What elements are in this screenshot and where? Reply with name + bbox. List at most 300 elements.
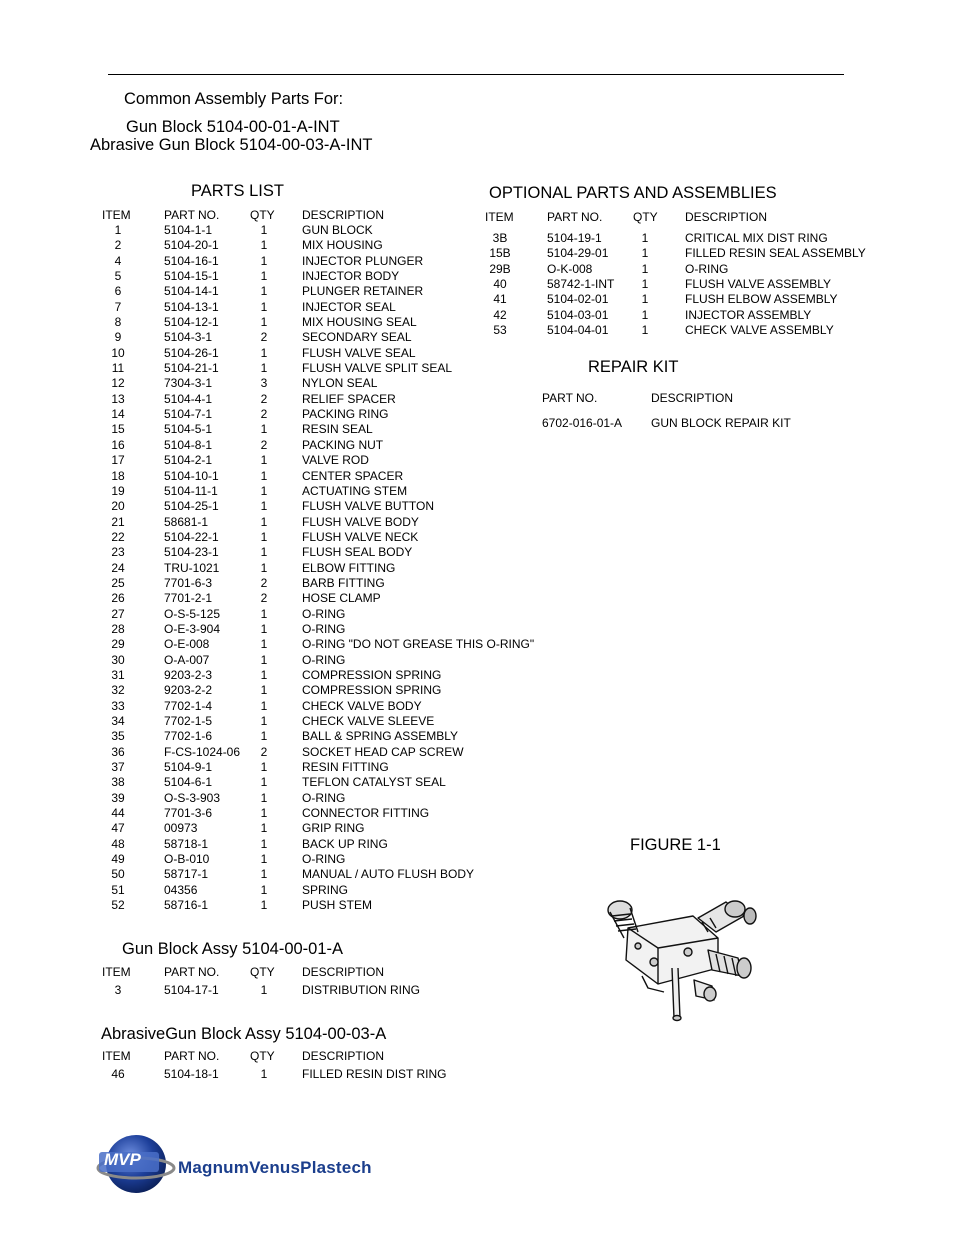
- cell-qty: 1: [641, 246, 649, 261]
- cell-desc: BARB FITTING: [302, 575, 385, 590]
- cell-item: 19: [111, 483, 125, 498]
- table-row: [102, 376, 552, 391]
- cell-desc: GRIP RING: [302, 821, 365, 836]
- cell-desc: MIX HOUSING: [302, 238, 383, 253]
- cell-desc: PLUNGER RETAINER: [302, 284, 424, 299]
- cell-qty: 1: [260, 315, 268, 330]
- cell-part: 58717-1: [164, 867, 209, 882]
- cell-part: 5104-17-1: [164, 983, 219, 997]
- table-row: [102, 361, 552, 376]
- cell-qty: 1: [260, 483, 268, 498]
- cell-item: 25: [111, 575, 125, 590]
- cell-part: 5104-21-1: [164, 361, 219, 376]
- table-row: [102, 852, 552, 867]
- header-line-3: Abrasive Gun Block 5104-00-03-A-INT: [90, 136, 373, 154]
- col-item-header: ITEM: [102, 1049, 131, 1063]
- cell-qty: 2: [260, 330, 268, 345]
- cell-part: O-E-008: [164, 637, 210, 652]
- cell-part: 5104-25-1: [164, 499, 219, 514]
- cell-part: 5104-02-01: [547, 292, 609, 307]
- cell-qty: 1: [260, 499, 268, 514]
- table-row: [102, 469, 552, 484]
- cell-item: 7: [114, 299, 122, 314]
- cell-part: 5104-10-1: [164, 468, 219, 483]
- cell-desc: O-RING: [302, 621, 346, 636]
- table-row: [102, 576, 552, 591]
- col-part-header: PART NO.: [164, 965, 220, 979]
- cell-item: 35: [111, 729, 125, 744]
- table-row: [102, 699, 552, 714]
- gun-block-assy-header: [102, 965, 552, 983]
- col-desc-header: DESCRIPTION: [302, 1049, 385, 1063]
- cell-part: 7701-2-1: [164, 591, 213, 606]
- cell-part: 5104-2-1: [164, 453, 213, 468]
- cell-item: 37: [111, 760, 125, 775]
- table-row: [102, 607, 552, 622]
- cell-item: 29: [111, 637, 125, 652]
- repair-kit-header: [542, 391, 842, 416]
- table-row: [485, 277, 905, 292]
- cell-desc: SPRING: [302, 882, 349, 897]
- cell-part: 04356: [164, 882, 198, 897]
- cell-desc: ELBOW FITTING: [302, 560, 396, 575]
- cell-desc: FLUSH VALVE SPLIT SEAL: [302, 361, 453, 376]
- table-row: [102, 883, 552, 898]
- cell-item: 26: [111, 591, 125, 606]
- cell-item: 5: [114, 269, 122, 284]
- col-desc-header: DESCRIPTION: [302, 965, 385, 979]
- cell-item: 4: [114, 253, 122, 268]
- cell-part: 5104-3-1: [164, 330, 213, 345]
- table-row: [102, 561, 552, 576]
- cell-part: O-K-008: [547, 261, 593, 276]
- optional-title: OPTIONAL PARTS AND ASSEMBLIES: [489, 184, 777, 202]
- table-row: [102, 714, 552, 729]
- cell-desc: FLUSH VALVE SEAL: [302, 345, 416, 360]
- cell-part: 7304-3-1: [164, 376, 213, 391]
- cell-qty: 1: [260, 775, 268, 790]
- cell-item: 23: [111, 545, 125, 560]
- cell-desc: SOCKET HEAD CAP SCREW: [302, 744, 464, 759]
- cell-qty: 1: [260, 882, 268, 897]
- table-row: [102, 760, 552, 775]
- cell-item: 32: [111, 683, 125, 698]
- cell-qty: 1: [260, 852, 268, 867]
- cell-qty: 2: [260, 591, 268, 606]
- gun-block-illustration: [598, 888, 766, 1024]
- table-row: [485, 262, 905, 277]
- cell-item: 12: [111, 376, 125, 391]
- cell-item: 27: [111, 606, 125, 621]
- cell-part: 58742-1-INT: [547, 277, 615, 292]
- cell-item: 16: [111, 437, 125, 452]
- repair-kit-title: REPAIR KIT: [588, 358, 679, 376]
- table-row: [102, 867, 552, 882]
- company-logo: [96, 1130, 396, 1200]
- col-qty-header: QTY: [250, 208, 275, 222]
- table-row: [102, 407, 552, 422]
- cell-desc: MIX HOUSING SEAL: [302, 315, 417, 330]
- cell-qty: 1: [260, 238, 268, 253]
- cell-part: 9203-2-2: [164, 683, 213, 698]
- cell-part: 5104-1-1: [164, 223, 213, 237]
- cell-desc: COMPRESSION SPRING: [302, 667, 442, 682]
- table-row: [102, 653, 552, 668]
- cell-desc: GUN BLOCK REPAIR KIT: [651, 416, 791, 430]
- optional-header: [485, 210, 905, 231]
- logo-name: MagnumVenusPlastech: [178, 1158, 372, 1177]
- cell-desc: FILLED RESIN DIST RING: [302, 1067, 447, 1081]
- figure-title: FIGURE 1-1: [630, 836, 721, 854]
- cell-part: 58681-1: [164, 514, 209, 529]
- cell-desc: INJECTOR SEAL: [302, 299, 396, 314]
- cell-qty: 2: [260, 437, 268, 452]
- cell-desc: O-RING: [302, 790, 346, 805]
- cell-part: O-S-3-903: [164, 790, 221, 805]
- cell-part: 5104-9-1: [164, 760, 213, 775]
- cell-desc: PACKING NUT: [302, 437, 384, 452]
- cell-qty: 1: [260, 269, 268, 284]
- cell-part: 5104-20-1: [164, 238, 219, 253]
- cell-qty: 1: [260, 514, 268, 529]
- table-row: [102, 515, 552, 530]
- top-rule: [108, 74, 844, 75]
- cell-qty: 1: [641, 231, 649, 245]
- cell-desc: CHECK VALVE ASSEMBLY: [685, 323, 834, 338]
- repair-kit-table: [542, 391, 842, 431]
- cell-part: 5104-11-1: [164, 483, 218, 498]
- abrasive-assy-header: [102, 1049, 552, 1067]
- table-row: [102, 683, 552, 698]
- cell-desc: BALL & SPRING ASSEMBLY: [302, 729, 459, 744]
- cell-item: 3: [114, 983, 122, 997]
- cell-desc: RELIEF SPACER: [302, 391, 396, 406]
- cell-desc: DISTRIBUTION RING: [302, 983, 421, 997]
- cell-qty: 1: [260, 223, 268, 237]
- cell-part: O-S-5-125: [164, 606, 221, 621]
- cell-desc: NYLON SEAL: [302, 376, 378, 391]
- cell-desc: INJECTOR ASSEMBLY: [685, 307, 812, 322]
- cell-qty: 1: [641, 323, 649, 338]
- table-row: [102, 591, 552, 606]
- cell-desc: O-RING: [302, 852, 346, 867]
- cell-part: 5104-6-1: [164, 775, 213, 790]
- cell-part: TRU-1021: [164, 560, 220, 575]
- cell-item: 8: [114, 315, 122, 330]
- cell-item: 46: [111, 1067, 125, 1081]
- cell-desc: FLUSH ELBOW ASSEMBLY: [685, 292, 838, 307]
- cell-item: 24: [111, 560, 125, 575]
- col-desc-header: DESCRIPTION: [685, 210, 768, 224]
- cell-item: 41: [493, 292, 507, 307]
- cell-desc: GUN BLOCK: [302, 223, 373, 237]
- cell-qty: 1: [260, 560, 268, 575]
- table-row: [102, 729, 552, 744]
- gun-block-assy-title: Gun Block Assy 5104-00-01-A: [122, 940, 344, 958]
- col-part-header: PART NO.: [547, 210, 603, 224]
- logo-initials: MVP: [104, 1150, 141, 1169]
- cell-part: 5104-15-1: [164, 269, 219, 284]
- cell-part: 7702-1-4: [164, 698, 213, 713]
- cell-qty: 2: [260, 407, 268, 422]
- cell-desc: ACTUATING STEM: [302, 483, 408, 498]
- cell-part: 5104-03-01: [547, 307, 609, 322]
- cell-desc: VALVE ROD: [302, 453, 369, 468]
- cell-item: 13: [111, 391, 125, 406]
- cell-item: 53: [493, 323, 507, 338]
- cell-desc: FLUSH VALVE ASSEMBLY: [685, 277, 832, 292]
- cell-part: 5104-16-1: [164, 253, 219, 268]
- cell-qty: 2: [260, 391, 268, 406]
- cell-item: 2: [114, 238, 122, 253]
- cell-desc: CHECK VALVE BODY: [302, 698, 422, 713]
- cell-desc: HOSE CLAMP: [302, 591, 381, 606]
- cell-part: 5104-23-1: [164, 545, 219, 560]
- optional-rows: [485, 231, 905, 338]
- cell-qty: 1: [260, 714, 268, 728]
- cell-part: 9203-2-3: [164, 667, 213, 682]
- cell-desc: CONNECTOR FITTING: [302, 806, 430, 821]
- cell-item: 11: [111, 361, 125, 376]
- cell-part: O-B-010: [164, 852, 210, 867]
- table-row: [102, 438, 552, 453]
- cell-part: 58718-1: [164, 836, 209, 851]
- cell-item: 33: [111, 698, 125, 713]
- cell-item: 30: [111, 652, 125, 667]
- cell-qty: 1: [260, 806, 268, 821]
- table-row: [102, 791, 552, 806]
- table-row: [102, 1067, 552, 1082]
- cell-item: 47: [111, 821, 125, 836]
- cell-qty: 1: [260, 453, 268, 468]
- table-row: [102, 392, 552, 407]
- abrasive-assy-table: [102, 1049, 552, 1082]
- cell-desc: CHECK VALVE SLEEVE: [302, 714, 435, 728]
- cell-qty: 1: [260, 299, 268, 314]
- cell-qty: 1: [260, 836, 268, 851]
- cell-item: 15: [111, 422, 125, 437]
- col-desc-header: DESCRIPTION: [651, 391, 734, 405]
- cell-qty: 1: [260, 345, 268, 360]
- cell-part: 5104-29-01: [547, 246, 609, 261]
- cell-qty: 1: [260, 529, 268, 544]
- cell-part: 5104-13-1: [164, 299, 219, 314]
- cell-qty: 2: [260, 744, 268, 759]
- table-row: [485, 246, 905, 261]
- gun-block-assy-table: [102, 965, 552, 998]
- cell-desc: O-RING: [302, 652, 346, 667]
- table-row: [485, 231, 905, 246]
- cell-qty: 1: [260, 652, 268, 667]
- cell-part: 5104-22-1: [164, 529, 219, 544]
- cell-qty: 1: [260, 790, 268, 805]
- cell-qty: 1: [641, 277, 649, 292]
- cell-part: F-CS-1024-06: [164, 744, 241, 759]
- table-row: [102, 622, 552, 637]
- cell-part: 7702-1-6: [164, 729, 213, 744]
- col-item-header: ITEM: [102, 965, 131, 979]
- cell-part: 5104-04-01: [547, 323, 609, 338]
- cell-desc: FLUSH VALVE BODY: [302, 514, 419, 529]
- cell-qty: 1: [260, 898, 268, 913]
- cell-item: 48: [111, 836, 125, 851]
- cell-qty: 1: [260, 821, 268, 836]
- cell-part: O-A-007: [164, 652, 210, 667]
- cell-part: 5104-12-1: [164, 315, 219, 330]
- cell-part: 5104-18-1: [164, 1067, 219, 1081]
- cell-item: 20: [111, 499, 125, 514]
- cell-qty: 1: [260, 621, 268, 636]
- cell-item: 31: [111, 667, 125, 682]
- cell-item: 42: [493, 307, 507, 322]
- table-row: [102, 637, 552, 652]
- cell-item: 50: [111, 867, 125, 882]
- cell-item: 3B: [492, 231, 508, 245]
- cell-desc: CRITICAL MIX DIST RING: [685, 231, 828, 245]
- cell-qty: 1: [260, 284, 268, 299]
- cell-desc: MANUAL / AUTO FLUSH BODY: [302, 867, 475, 882]
- cell-part: 7701-6-3: [164, 575, 213, 590]
- cell-desc: FILLED RESIN SEAL ASSEMBLY: [685, 246, 866, 261]
- cell-qty: 1: [260, 867, 268, 882]
- cell-qty: 1: [260, 468, 268, 483]
- col-part-header: PART NO.: [164, 208, 220, 222]
- table-row: [102, 898, 552, 913]
- cell-item: 17: [111, 453, 125, 468]
- col-part-header: PART NO.: [164, 1049, 220, 1063]
- table-row: [102, 837, 552, 852]
- cell-part: 58716-1: [164, 898, 209, 913]
- cell-item: 28: [111, 621, 125, 636]
- cell-desc: O-RING: [302, 606, 346, 621]
- col-part-header: PART NO.: [542, 391, 598, 405]
- cell-qty: 1: [260, 729, 268, 744]
- cell-qty: 2: [260, 575, 268, 590]
- cell-qty: 1: [260, 422, 268, 437]
- col-qty-header: QTY: [250, 965, 275, 979]
- col-item-header: ITEM: [102, 208, 131, 222]
- parts-list-title: PARTS LIST: [191, 182, 284, 200]
- cell-item: 18: [111, 468, 125, 483]
- cell-part: 7702-1-5: [164, 714, 213, 728]
- col-item-header: ITEM: [485, 210, 514, 224]
- cell-item: 9: [114, 330, 122, 345]
- cell-item: 21: [111, 514, 125, 529]
- cell-qty: 1: [260, 667, 268, 682]
- cell-qty: 3: [260, 376, 268, 391]
- table-row: [485, 323, 905, 338]
- table-row: [102, 775, 552, 790]
- cell-item: 14: [111, 407, 125, 422]
- cell-qty: 1: [260, 1067, 268, 1081]
- table-row: [102, 346, 552, 361]
- table-row: [102, 983, 552, 998]
- cell-item: 1: [114, 223, 122, 237]
- cell-part: 5104-5-1: [164, 422, 213, 437]
- cell-desc: PACKING RING: [302, 407, 389, 422]
- table-row: [102, 745, 552, 760]
- cell-part: 5104-26-1: [164, 345, 219, 360]
- cell-qty: 1: [260, 983, 268, 997]
- cell-item: 39: [111, 790, 125, 805]
- cell-qty: 1: [641, 307, 649, 322]
- cell-part: 00973: [164, 821, 198, 836]
- cell-desc: SECONDARY SEAL: [302, 330, 412, 345]
- cell-part: 5104-7-1: [164, 407, 213, 422]
- cell-desc: RESIN FITTING: [302, 760, 389, 775]
- cell-desc: COMPRESSION SPRING: [302, 683, 442, 698]
- cell-desc: PUSH STEM: [302, 898, 373, 913]
- cell-desc: RESIN SEAL: [302, 422, 373, 437]
- cell-desc: FLUSH VALVE BUTTON: [302, 499, 435, 514]
- cell-part: O-E-3-904: [164, 621, 221, 636]
- col-qty-header: QTY: [250, 1049, 275, 1063]
- cell-part: 5104-4-1: [164, 391, 213, 406]
- table-row: [485, 308, 905, 323]
- cell-item: 34: [111, 714, 125, 728]
- optional-table: [485, 210, 905, 338]
- table-row: [102, 821, 552, 836]
- cell-desc: INJECTOR BODY: [302, 269, 400, 284]
- cell-item: 51: [111, 882, 125, 897]
- cell-item: 38: [111, 775, 125, 790]
- cell-item: 6: [114, 284, 122, 299]
- table-row: [102, 484, 552, 499]
- table-row: [542, 416, 842, 431]
- cell-qty: 1: [260, 698, 268, 713]
- table-row: [102, 499, 552, 514]
- cell-item: 36: [111, 744, 125, 759]
- cell-item: 52: [111, 898, 125, 913]
- cell-desc: INJECTOR PLUNGER: [302, 253, 424, 268]
- abrasive-assy-title: AbrasiveGun Block Assy 5104-00-03-A: [101, 1025, 387, 1043]
- cell-part: 5104-8-1: [164, 437, 213, 452]
- cell-item: 10: [111, 345, 125, 360]
- cell-desc: CENTER SPACER: [302, 468, 404, 483]
- cell-desc: BACK UP RING: [302, 836, 388, 851]
- table-row: [102, 453, 552, 468]
- cell-item: 40: [493, 277, 507, 292]
- header-line-2: Gun Block 5104-00-01-A-INT: [126, 118, 340, 136]
- cell-qty: 1: [260, 606, 268, 621]
- cell-item: 15B: [489, 246, 511, 261]
- cell-qty: 1: [641, 292, 649, 307]
- cell-qty: 1: [641, 261, 649, 276]
- table-row: [102, 422, 552, 437]
- cell-desc: O-RING "DO NOT GREASE THIS O-RING": [302, 637, 535, 652]
- cell-item: 44: [111, 806, 125, 821]
- col-qty-header: QTY: [633, 210, 658, 224]
- cell-desc: FLUSH SEAL BODY: [302, 545, 413, 560]
- cell-qty: 1: [260, 361, 268, 376]
- cell-qty: 1: [260, 683, 268, 698]
- cell-item: 22: [111, 529, 125, 544]
- cell-desc: O-RING: [685, 261, 729, 276]
- table-row: [485, 292, 905, 307]
- cell-qty: 1: [260, 253, 268, 268]
- cell-item: 49: [111, 852, 125, 867]
- cell-desc: TEFLON CATALYST SEAL: [302, 775, 446, 790]
- cell-qty: 1: [260, 760, 268, 775]
- cell-qty: 1: [260, 545, 268, 560]
- cell-qty: 1: [260, 637, 268, 652]
- table-row: [102, 806, 552, 821]
- header-line-1: Common Assembly Parts For:: [124, 90, 344, 108]
- cell-part: 5104-19-1: [547, 231, 602, 245]
- table-row: [102, 530, 552, 545]
- cell-item: 29B: [489, 261, 511, 276]
- table-row: [102, 668, 552, 683]
